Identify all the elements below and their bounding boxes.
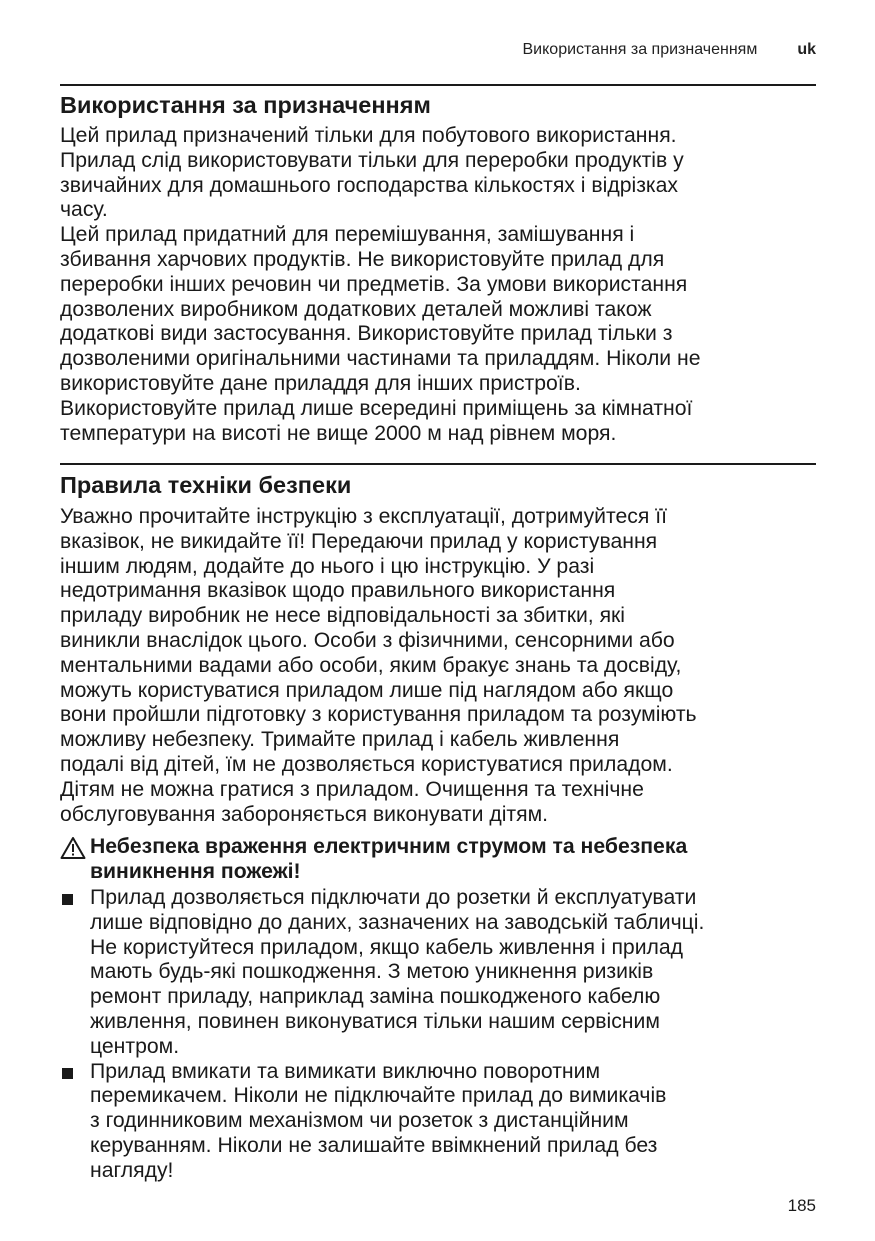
text-line: центром. — [90, 1034, 180, 1058]
section-heading-safety: Правила техніки безпеки — [60, 472, 352, 498]
section-divider — [60, 84, 816, 86]
text-line: температури на висоті не вище 2000 м над рівнем моря. — [60, 421, 617, 445]
text-line: Не користуйтеся приладом, якщо кабель живлення і прилад — [90, 935, 684, 959]
warning-triangle-icon — [60, 836, 86, 860]
text-line: ментальними вадами або особи, яким бракує знань та досвіду, — [60, 653, 682, 677]
text-line: ремонт приладу, наприклад заміна пошкодженого кабелю — [90, 985, 661, 1009]
text-line: подалі від дітей, їм не дозволяється користуватися приладом. — [60, 752, 673, 776]
page-number: 185 — [787, 1196, 816, 1215]
text-line: можливу небезпеку. Тримайте прилад і кабель живлення — [60, 728, 620, 752]
text-line: живлення, повинен виконуватися тільки нашим сервісним — [90, 1009, 660, 1033]
text-line: переробки інших речовин чи предметів. За умови використання — [60, 272, 688, 296]
text-line: вказівок, не викидайте її! Передаючи прилад у користування — [60, 529, 658, 553]
intended-use-paragraph — [60, 124, 820, 446]
bullet-square-icon — [62, 894, 73, 905]
text-line: перемикачем. Ніколи не підключайте прилад до вимикачів — [90, 1084, 667, 1108]
text-line: Дітям не можна гратися з приладом. Очищення та технічне — [60, 777, 644, 801]
text-line: Прилад вмикати та вимикати виключно поворотним — [90, 1059, 601, 1083]
list-item — [60, 886, 820, 1060]
text-line: Небезпека враження електричним струмом та небезпека — [90, 835, 688, 858]
text-line: можуть користуватися приладом лише під наглядом або якщо — [60, 678, 674, 702]
running-title: Використання за призначенням — [522, 41, 758, 58]
text-line: Уважно прочитайте інструкцію з експлуатації, дотримуйтеся її — [60, 505, 667, 528]
text-line: Прилад слід використовувати тільки для переробки продуктів у — [60, 148, 684, 172]
text-line: дозволеними оригінальними частинами та приладдям. Ніколи не — [60, 347, 701, 371]
text-line: виникнення пожежі! — [90, 860, 301, 883]
text-line: вони пройшли підготовку з користування приладом та розуміють — [60, 703, 697, 727]
safety-paragraph — [60, 505, 820, 827]
language-code: uk — [797, 41, 816, 58]
text-line: з годинниковим механізмом чи розеток з дистанційним — [90, 1109, 629, 1133]
text-line: збивання харчових продуктів. Не використовуйте прилад для — [60, 247, 665, 271]
safety-bullet-list — [60, 886, 820, 1184]
text-line: Прилад дозволяється підключати до розетки й експлуатувати — [90, 886, 697, 909]
text-line: приладу виробник не несе відповідальності за збитки, які — [60, 604, 626, 628]
warning-text — [90, 834, 687, 884]
text-line: звичайних для домашнього господарства кількостях і відрізках — [60, 173, 679, 197]
text-line: Використовуйте прилад лише всередині приміщень за кімнатної — [60, 396, 693, 420]
text-line: лише відповідно до даних, зазначених на заводській табличці. — [90, 910, 705, 934]
text-line: додаткові види застосування. Використовуйте прилад тільки з — [60, 322, 673, 346]
list-item — [60, 1060, 820, 1184]
text-line: використовуйте дане приладдя для інших пристроїв. — [60, 371, 581, 395]
text-line: нагляду! — [90, 1158, 174, 1182]
text-line: дозволених виробником додаткових деталей можливі також — [60, 297, 652, 321]
text-line: виникли внаслідок цього. Особи з фізичними, сенсорними або — [60, 628, 675, 652]
section-heading-intended-use: Використання за призначенням — [60, 92, 431, 118]
text-line: часу. — [60, 198, 108, 222]
text-line: недотримання вказівок щодо правильного використання — [60, 579, 616, 603]
text-line: керуванням. Ніколи не залишайте ввімкнений прилад без — [90, 1133, 658, 1157]
text-line: мають будь-які пошкодження. З метою уникнення ризиків — [90, 960, 654, 984]
text-line: обслуговування забороняється виконувати дітям. — [60, 802, 549, 826]
running-header — [60, 38, 816, 62]
bullet-square-icon — [62, 1068, 73, 1079]
section-divider — [60, 463, 816, 465]
text-line: іншим людям, додайте до нього і цю інструкцію. У разі — [60, 554, 595, 578]
text-line: Цей прилад придатний для перемішування, замішування і — [60, 223, 635, 247]
text-line: Цей прилад призначений тільки для побутового використання. — [60, 124, 677, 147]
